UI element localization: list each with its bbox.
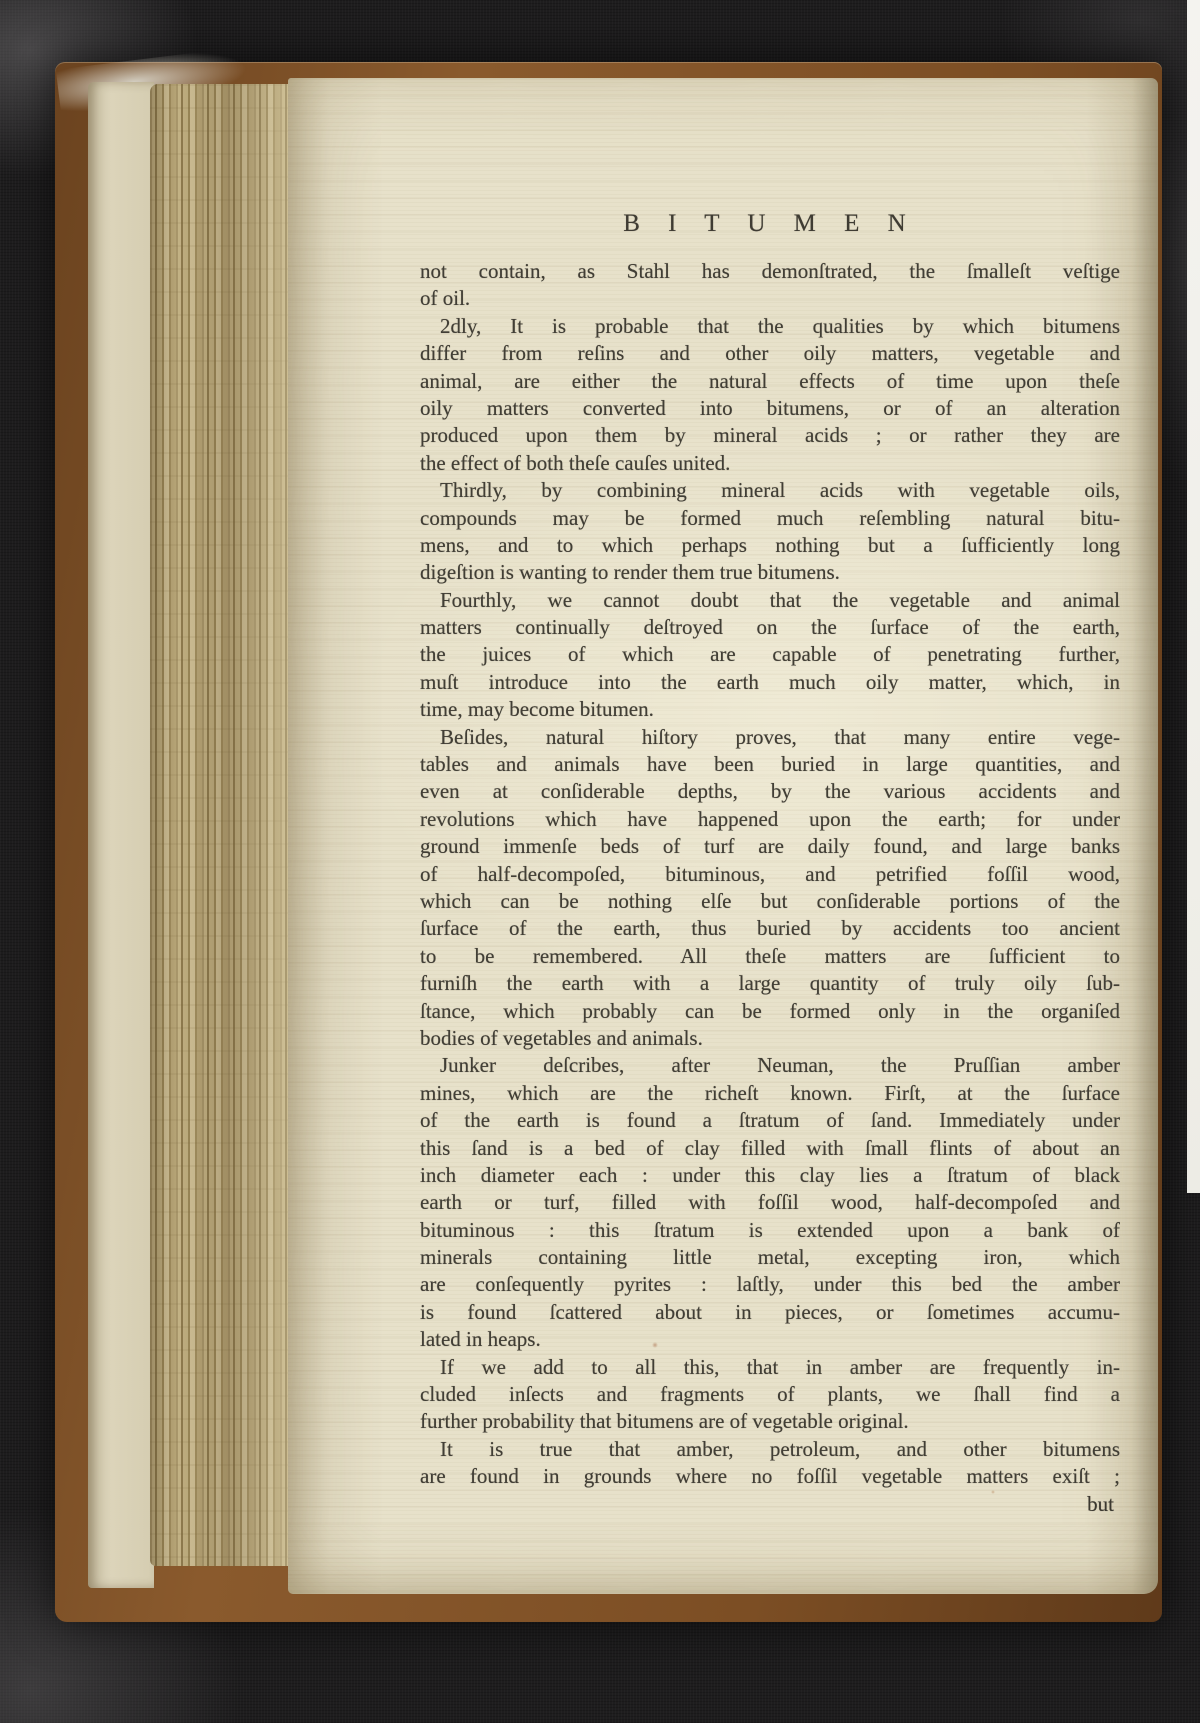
text-line: not contain, as Stahl has demonſtrated, the ſmalleſt veſtige xyxy=(420,259,1120,283)
text-line: mines, which are the richeſt known. Firſt, at the ſurface xyxy=(420,1080,1120,1105)
text-line: It is true that amber, petroleum, and other bitumens xyxy=(440,1436,1120,1461)
text-line: bodies of vegetables and animals. xyxy=(420,1025,703,1050)
text-line: cluded inſects and fragments of plants, we ſhall find a xyxy=(420,1382,1120,1407)
book-page xyxy=(288,78,1158,1594)
text-line: inch diameter each : under this clay lies a ſtratum of black xyxy=(420,1162,1120,1187)
text-line: If we add to all this, that in amber are frequently in- xyxy=(440,1354,1120,1379)
text-line: compounds may be formed much reſembling natural bitu- xyxy=(420,505,1120,530)
text-line: produced upon them by mineral acids ; or rather they are xyxy=(420,423,1120,448)
paragraph xyxy=(420,258,1120,313)
page-header: B I T U M E N xyxy=(623,210,917,237)
text-line: are found in grounds where no foſſil vegetable matters exiſt ; xyxy=(420,1464,1120,1489)
text-line: Fourthly, we cannot doubt that the vegetable and animal xyxy=(440,587,1120,612)
text-line: further probability that bitumens are of vegetable original. xyxy=(420,1409,909,1434)
text-line: digeſtion is wanting to render them true bitumens. xyxy=(420,560,840,585)
text-line: time, may become bitumen. xyxy=(420,697,654,722)
text-line: ſurface of the earth, thus buried by accidents too ancient xyxy=(420,916,1120,941)
text-line: to be remembered. All theſe matters are ſufficient to xyxy=(420,943,1120,968)
text-line: which can be nothing elſe but conſiderable portions of the xyxy=(420,888,1120,913)
text-line: even at conſiderable depths, by the various accidents and xyxy=(420,779,1120,804)
text-line: lated in heaps. xyxy=(420,1327,541,1352)
text-line: differ from reſins and other oily matters, vegetable and xyxy=(420,341,1120,366)
paragraph xyxy=(420,587,1120,724)
text-line: mens, and to which perhaps nothing but a ſufficiently long xyxy=(420,532,1120,557)
text-line: is found ſcattered about in pieces, or ſometimes accumu- xyxy=(420,1299,1120,1324)
text-line: oily matters converted into bitumens, or of an alteration xyxy=(420,395,1120,420)
page-edges xyxy=(150,84,302,1566)
text-line: the juices of which are capable of penetrating further, xyxy=(420,642,1120,667)
text-line: Junker deſcribes, after Neuman, the Pruſſian amber xyxy=(440,1053,1120,1078)
text-line: Thirdly, by combining mineral acids with vegetable oils, xyxy=(440,478,1120,503)
paragraph xyxy=(420,724,1120,1053)
text-line: of oil. xyxy=(420,286,471,311)
text-line: 2dly, It is probable that the qualities by which bitumens xyxy=(440,313,1120,338)
text-line: ground immenſe beds of turf are daily found, and large banks xyxy=(420,834,1120,859)
paragraph xyxy=(420,1052,1120,1353)
text-line: tables and animals have been buried in large quantities, and xyxy=(420,752,1120,777)
page-text xyxy=(420,210,1120,1518)
text-line: ſtance, which probably can be formed only in the organiſed xyxy=(420,998,1120,1023)
paragraph xyxy=(420,1436,1120,1491)
text-line: furniſh the earth with a large quantity of truly oily ſub- xyxy=(420,971,1120,996)
text-line: of the earth is found a ſtratum of ſand. Immediately under xyxy=(420,1108,1120,1133)
text-line: this ſand is a bed of clay filled with ſmall flints of about an xyxy=(420,1135,1120,1160)
text-line: earth or turf, filled with foſſil wood, half-decompoſed and xyxy=(420,1190,1120,1215)
paragraph xyxy=(420,313,1120,477)
scan-edge-strip xyxy=(1187,0,1200,1193)
text-line: revolutions which have happened upon the earth; for under xyxy=(420,806,1120,831)
paragraph xyxy=(420,477,1120,587)
text-line: Beſides, natural hiſtory proves, that many entire vege- xyxy=(440,724,1120,749)
text-line: bituminous : this ſtratum is extended upon a bank of xyxy=(420,1217,1120,1242)
text-line: muſt introduce into the earth much oily matter, which, in xyxy=(420,669,1120,694)
text-line: matters continually deſtroyed on the ſurface of the earth, xyxy=(420,615,1120,640)
flyleaf-edge xyxy=(88,82,154,1588)
text-line: minerals containing little metal, excepting iron, which xyxy=(420,1245,1120,1270)
text-line: animal, are either the natural effects of time upon theſe xyxy=(420,368,1120,393)
catchword: but xyxy=(1087,1491,1114,1516)
text-line: of half-decompoſed, bituminous, and petrified foſſil wood, xyxy=(420,861,1120,886)
text-line: are conſequently pyrites : laſtly, under this bed the amber xyxy=(420,1272,1120,1297)
paragraph xyxy=(420,1354,1120,1436)
text-line: the effect of both theſe cauſes united. xyxy=(420,450,731,475)
